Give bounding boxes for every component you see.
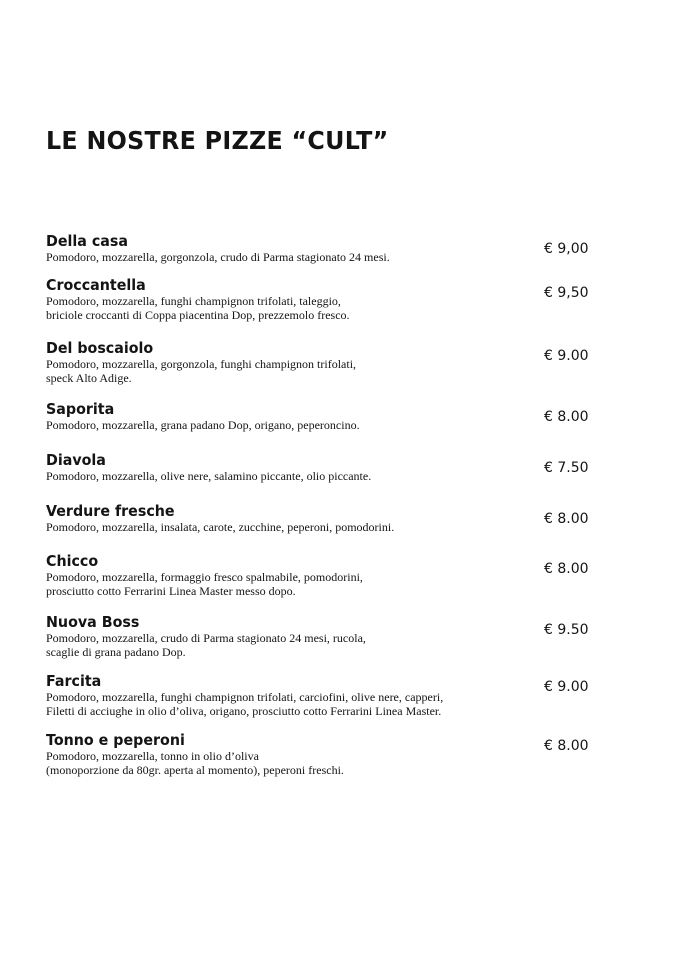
item-description-line: prosciutto cotto Ferrarini Linea Master messo dopo. <box>46 584 296 598</box>
item-description-line: Pomodoro, mozzarella, grana padano Dop, origano, peperoncino. <box>46 418 360 432</box>
item-description-line: Pomodoro, mozzarella, insalata, carote, zucchine, peperoni, pomodorini. <box>46 520 395 534</box>
item-name: Diavola <box>46 451 106 469</box>
item-description-line: Pomodoro, mozzarella, crudo di Parma stagionato 24 mesi, rucola, <box>46 631 366 645</box>
item-name: Farcita <box>46 672 102 690</box>
item-description <box>46 749 526 777</box>
item-description-line: Filetti di acciughe in olio d’oliva, origano, prosciutto cotto Ferrarini Linea Master. <box>46 704 442 718</box>
item-description <box>46 294 526 322</box>
item-description <box>46 469 526 483</box>
item-name: Verdure fresche <box>46 502 175 520</box>
item-price: € 7.50 <box>544 460 589 476</box>
item-name: Della casa <box>46 232 129 250</box>
item-price: € 8.00 <box>544 409 589 425</box>
item-description-line: Pomodoro, mozzarella, gorgonzola, funghi champignon trifolati, <box>46 357 357 371</box>
item-price: € 9.00 <box>544 348 589 364</box>
item-price: € 9,50 <box>544 285 589 301</box>
item-price: € 9.00 <box>544 679 589 695</box>
item-name: Saporita <box>46 400 115 418</box>
item-name: Tonno e peperoni <box>46 731 185 749</box>
item-description <box>46 631 526 659</box>
item-description <box>46 357 526 385</box>
item-description <box>46 250 526 264</box>
item-name: Del boscaiolo <box>46 339 154 357</box>
item-description <box>46 418 526 432</box>
item-description-line: scaglie di grana padano Dop. <box>46 645 186 659</box>
item-price: € 9,00 <box>544 241 589 257</box>
item-description <box>46 520 526 534</box>
item-description-line: Pomodoro, mozzarella, formaggio fresco spalmabile, pomodorini, <box>46 570 363 584</box>
item-name: Croccantella <box>46 276 146 294</box>
item-description-line: speck Alto Adige. <box>46 371 132 385</box>
item-description-line: Pomodoro, mozzarella, olive nere, salamino piccante, olio piccante. <box>46 469 372 483</box>
item-description <box>46 690 526 718</box>
item-description-line: Pomodoro, mozzarella, funghi champignon trifolati, taleggio, <box>46 294 341 308</box>
page-title: LE NOSTRE PIZZE “CULT” <box>46 126 389 155</box>
item-description-line: (monoporzione da 80gr. aperta al momento), peperoni freschi. <box>46 763 344 777</box>
item-price: € 8.00 <box>544 511 589 527</box>
item-description-line: Pomodoro, mozzarella, funghi champignon trifolati, carciofini, olive nere, capperi, <box>46 690 444 704</box>
item-description <box>46 570 526 598</box>
item-description-line: Pomodoro, mozzarella, gorgonzola, crudo di Parma stagionato 24 mesi. <box>46 250 390 264</box>
item-price: € 9.50 <box>544 622 589 638</box>
item-price: € 8.00 <box>544 561 589 577</box>
item-price: € 8.00 <box>544 738 589 754</box>
item-name: Nuova Boss <box>46 613 140 631</box>
item-description-line: briciole croccanti di Coppa piacentina Dop, prezzemolo fresco. <box>46 308 350 322</box>
item-name: Chicco <box>46 552 99 570</box>
item-description-line: Pomodoro, mozzarella, tonno in olio d’oliva <box>46 749 259 763</box>
